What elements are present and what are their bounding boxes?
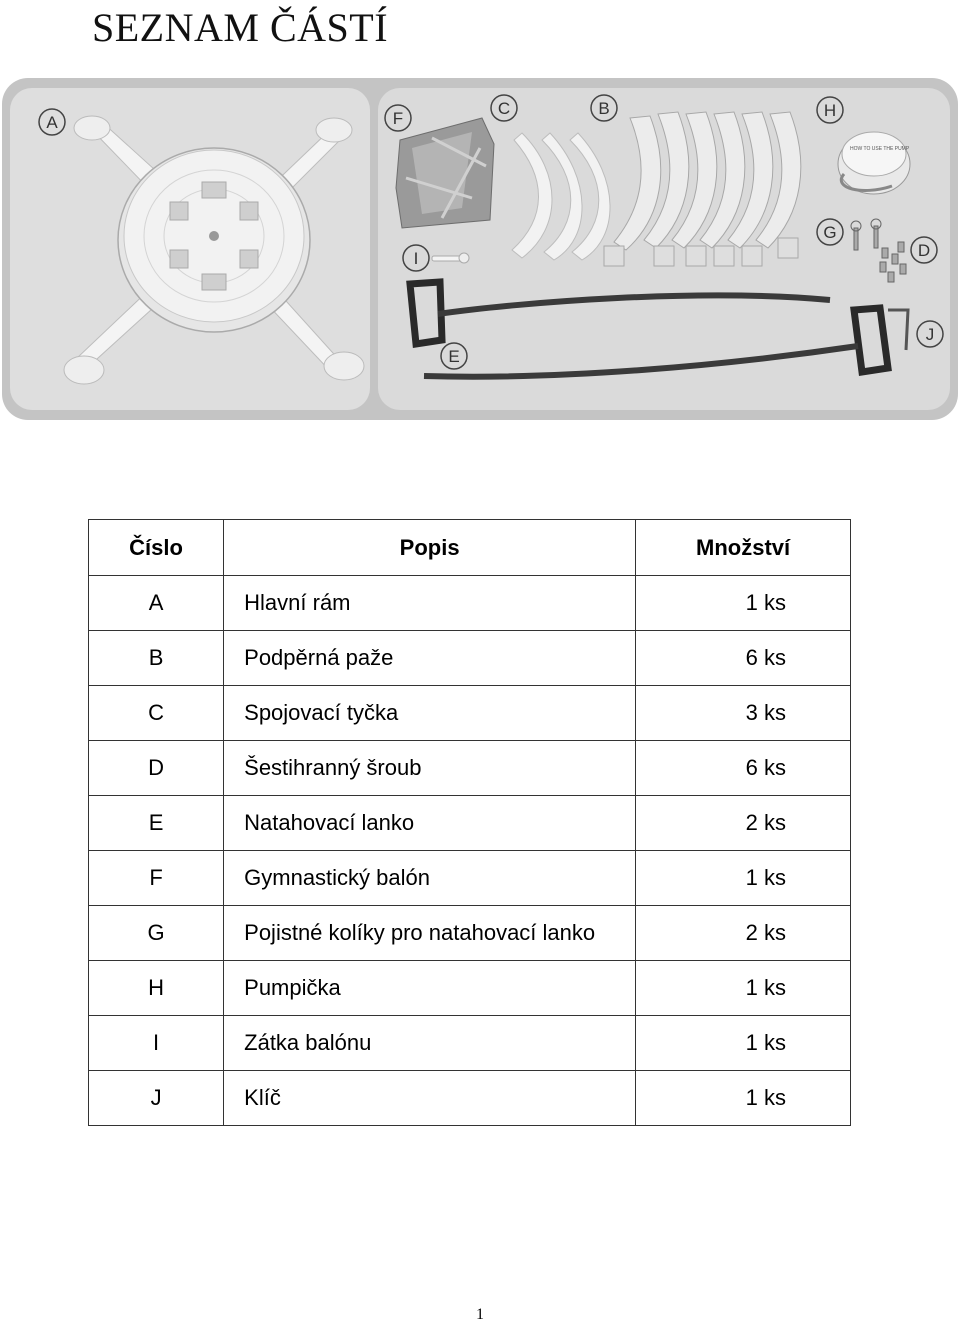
row-quantity: 1 ks: [636, 576, 851, 631]
svg-text:C: C: [497, 99, 511, 118]
table-header-row: [89, 520, 851, 576]
svg-text:H: H: [823, 101, 837, 120]
pump-label: HOW TO USE THE PUMP: [850, 146, 910, 152]
table-row: [89, 741, 851, 796]
row-description: Šestihranný šroub: [224, 741, 636, 796]
row-number: C: [89, 686, 224, 741]
table-row: [89, 961, 851, 1016]
page-number: 1: [476, 1306, 484, 1323]
row-number: A: [89, 576, 224, 631]
row-quantity: 1 ks: [636, 1016, 851, 1071]
row-number: G: [89, 906, 224, 961]
svg-text:I: I: [413, 249, 419, 268]
svg-text:B: B: [598, 99, 610, 118]
row-number: H: [89, 961, 224, 1016]
row-description: Podpěrná paže: [224, 631, 636, 686]
table-row: [89, 686, 851, 741]
row-number: D: [89, 741, 224, 796]
svg-text:G: G: [823, 223, 837, 242]
svg-text:A: A: [46, 113, 58, 132]
row-number: F: [89, 851, 224, 906]
row-quantity: 6 ks: [636, 741, 851, 796]
header-quantity: Množství: [636, 520, 851, 576]
row-number: E: [89, 796, 224, 851]
svg-text:D: D: [917, 241, 931, 260]
table-row: [89, 796, 851, 851]
row-quantity: 2 ks: [636, 906, 851, 961]
svg-text:F: F: [392, 109, 404, 128]
row-quantity: 1 ks: [636, 961, 851, 1016]
row-description: Pojistné kolíky pro natahovací lanko: [224, 906, 636, 961]
row-description: Pumpička: [224, 961, 636, 1016]
row-quantity: 1 ks: [636, 851, 851, 906]
table-row: [89, 1071, 851, 1126]
header-description: Popis: [224, 520, 636, 576]
row-number: J: [89, 1071, 224, 1126]
row-quantity: 6 ks: [636, 631, 851, 686]
svg-text:J: J: [925, 325, 935, 344]
parts-table: [88, 519, 851, 1126]
page-title: SEZNAM ČÁSTÍ: [92, 5, 389, 50]
table-row: [89, 576, 851, 631]
row-description: Hlavní rám: [224, 576, 636, 631]
table-row: [89, 1016, 851, 1071]
row-description: Klíč: [224, 1071, 636, 1126]
table-row: [89, 631, 851, 686]
row-description: Natahovací lanko: [224, 796, 636, 851]
row-quantity: 2 ks: [636, 796, 851, 851]
row-description: Gymnastický balón: [224, 851, 636, 906]
pump-part: [838, 132, 910, 194]
svg-text:E: E: [448, 347, 460, 366]
row-quantity: 3 ks: [636, 686, 851, 741]
header-number: Číslo: [89, 520, 224, 576]
row-description: Spojovací tyčka: [224, 686, 636, 741]
table-row: [89, 851, 851, 906]
table-row: [89, 906, 851, 961]
row-quantity: 1 ks: [636, 1071, 851, 1126]
parts-photo: [2, 78, 958, 420]
row-description: Zátka balónu: [224, 1016, 636, 1071]
row-number: I: [89, 1016, 224, 1071]
row-number: B: [89, 631, 224, 686]
